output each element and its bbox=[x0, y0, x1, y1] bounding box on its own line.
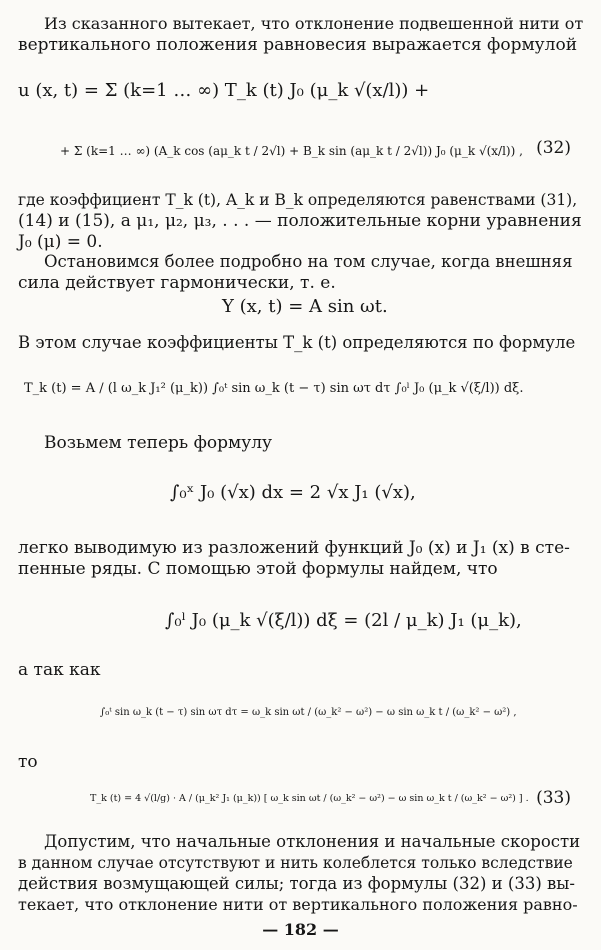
paragraph-line: В этом случае коэффициенты T_k (t) определяются по формуле bbox=[18, 333, 576, 352]
paragraph-line: Возьмем теперь формулу bbox=[44, 433, 273, 453]
paragraph-line: действия возмущающей силы; тогда из формулы (32) и (33) вы- bbox=[18, 874, 576, 893]
paragraph-line: Из сказанного вытекает, что отклонение подвешенной нити от bbox=[44, 14, 584, 33]
paragraph-line: Допустим, что начальные отклонения и начальные скорости bbox=[44, 832, 581, 851]
page-number: — 182 — bbox=[262, 920, 339, 939]
paragraph-line: легко выводимую из разложений функций J₀ (x) и J₁ (x) в сте- bbox=[18, 538, 570, 558]
paragraph-line: Остановимся более подробно на том случае, когда внешняя bbox=[44, 252, 573, 271]
paragraph-line: в данном случае отсутствуют и нить колеблется только вследствие bbox=[18, 854, 573, 872]
paragraph-line: J₀ (μ) = 0. bbox=[18, 232, 103, 252]
equation-33: T_k (t) = 4 √(l/g) · A / (μ_k² J₁ (μ_k)) [ ω_k sin ωt / (ω_k² − ω²) − ω sin ω_k t / (ω_k² − ω²) ] . bbox=[90, 793, 529, 804]
equation-32-line-2: + Σ (k=1 … ∞) (A_k cos (aμ_k t / 2√l) + B_k sin (aμ_k t / 2√l)) J₀ (μ_k √(x/l)) , bbox=[60, 144, 523, 158]
equation-force: Y (x, t) = A sin ωt. bbox=[222, 296, 388, 317]
paragraph-line: вертикального положения равновесия выражается формулой bbox=[18, 35, 578, 55]
equation-integral: ∫₀ˣ J₀ (√x) dx = 2 √x J₁ (√x), bbox=[170, 482, 416, 503]
paragraph-line: пенные ряды. С помощью этой формулы найдем, что bbox=[18, 559, 498, 579]
paragraph-line: сила действует гармонически, т. е. bbox=[18, 273, 336, 293]
paragraph-line: где коэффициент T_k (t), A_k и B_k определяются равенствами (31), bbox=[18, 191, 578, 209]
equation-number: (33) bbox=[536, 788, 571, 808]
equation-tk: T_k (t) = A / (l ω_k J₁² (μ_k)) ∫₀ᵗ sin ω_k (t − τ) sin ωτ dτ ∫₀ˡ J₀ (μ_k √(ξ/l)) dξ. bbox=[24, 381, 524, 396]
equation-number: (32) bbox=[536, 138, 571, 158]
equation-sin-integral: ∫₀ᵗ sin ω_k (t − τ) sin ωτ dτ = ω_k sin ωt / (ω_k² − ω²) − ω sin ω_k t / (ω_k² − ω²) , bbox=[100, 707, 517, 718]
paragraph-line: текает, что отклонение нити от вертикального положения равно- bbox=[18, 895, 578, 914]
equation-32-line-1: u (x, t) = Σ (k=1 … ∞) T_k (t) J₀ (μ_k √(x/l)) + bbox=[18, 80, 430, 101]
paragraph-line: то bbox=[18, 752, 38, 772]
paragraph-line: (14) и (15), а μ₁, μ₂, μ₃, . . . — положительные корни уравнения bbox=[18, 211, 582, 231]
paragraph-line: а так как bbox=[18, 660, 101, 680]
equation-found: ∫₀ˡ J₀ (μ_k √(ξ/l)) dξ = (2l / μ_k) J₁ (μ_k), bbox=[165, 610, 522, 631]
